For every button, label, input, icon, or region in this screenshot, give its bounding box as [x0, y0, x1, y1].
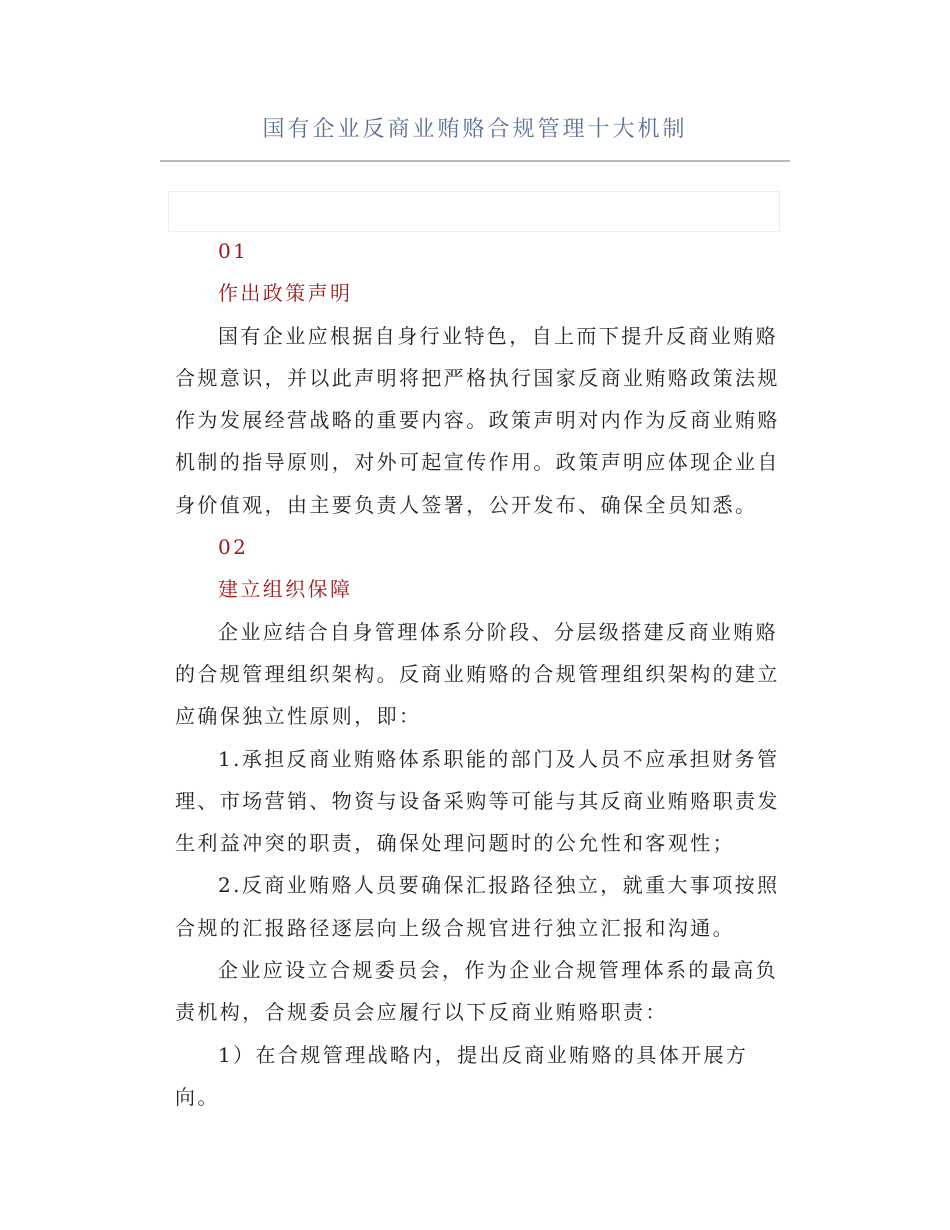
section-number: 02	[218, 535, 249, 560]
section-heading: 作出政策声明	[218, 281, 353, 306]
empty-frame	[168, 191, 780, 232]
paragraph-line: 合规意识，并以此声明将把严格执行国家反商业贿赂政策法规	[175, 365, 780, 390]
paragraph-line: 的合规管理组织架构。反商业贿赂的合规管理组织架构的建立	[175, 661, 780, 686]
paragraph-line: 机制的指导原则，对外可起宣传作用。政策声明应体现企业自	[175, 450, 780, 475]
document-title: 国有企业反商业贿赂合规管理十大机制	[262, 117, 688, 142]
section-heading: 建立组织保障	[218, 577, 353, 602]
list-item-line: 1）在合规管理战略内，提出反商业贿赂的具体开展方	[218, 1042, 749, 1067]
list-item-line: 1.承担反商业贿赂体系职能的部门及人员不应承担财务管	[218, 746, 780, 771]
paragraph-line: 企业应结合自身管理体系分阶段、分层级搭建反商业贿赂	[218, 619, 778, 644]
list-item-line: 向。	[175, 1084, 220, 1109]
list-item-line: 合规的汇报路径逐层向上级合规官进行独立汇报和沟通。	[175, 915, 735, 940]
list-item-line: 2.反商业贿赂人员要确保汇报路径独立，就重大事项按照	[218, 873, 780, 898]
paragraph-line: 作为发展经营战略的重要内容。政策声明对内作为反商业贿赂	[175, 408, 780, 433]
paragraph-line: 国有企业应根据自身行业特色，自上而下提升反商业贿赂	[218, 323, 778, 348]
section-number: 01	[218, 239, 249, 263]
paragraph-line: 企业应设立合规委员会，作为企业合规管理体系的最高负	[218, 958, 778, 983]
list-item-line: 生利益冲突的职责，确保处理问题时的公允性和客观性；	[175, 831, 735, 856]
document-body	[175, 230, 780, 1118]
paragraph-line: 责机构，合规委员会应履行以下反商业贿赂职责：	[175, 1000, 668, 1025]
paragraph-line: 身价值观，由主要负责人签署，公开发布、确保全员知悉。	[175, 492, 758, 517]
list-item-line: 理、市场营销、物资与设备采购等可能与其反商业贿赂职责发	[175, 788, 780, 813]
paragraph-line: 应确保独立性原则，即：	[175, 704, 422, 729]
title-divider	[160, 160, 790, 162]
